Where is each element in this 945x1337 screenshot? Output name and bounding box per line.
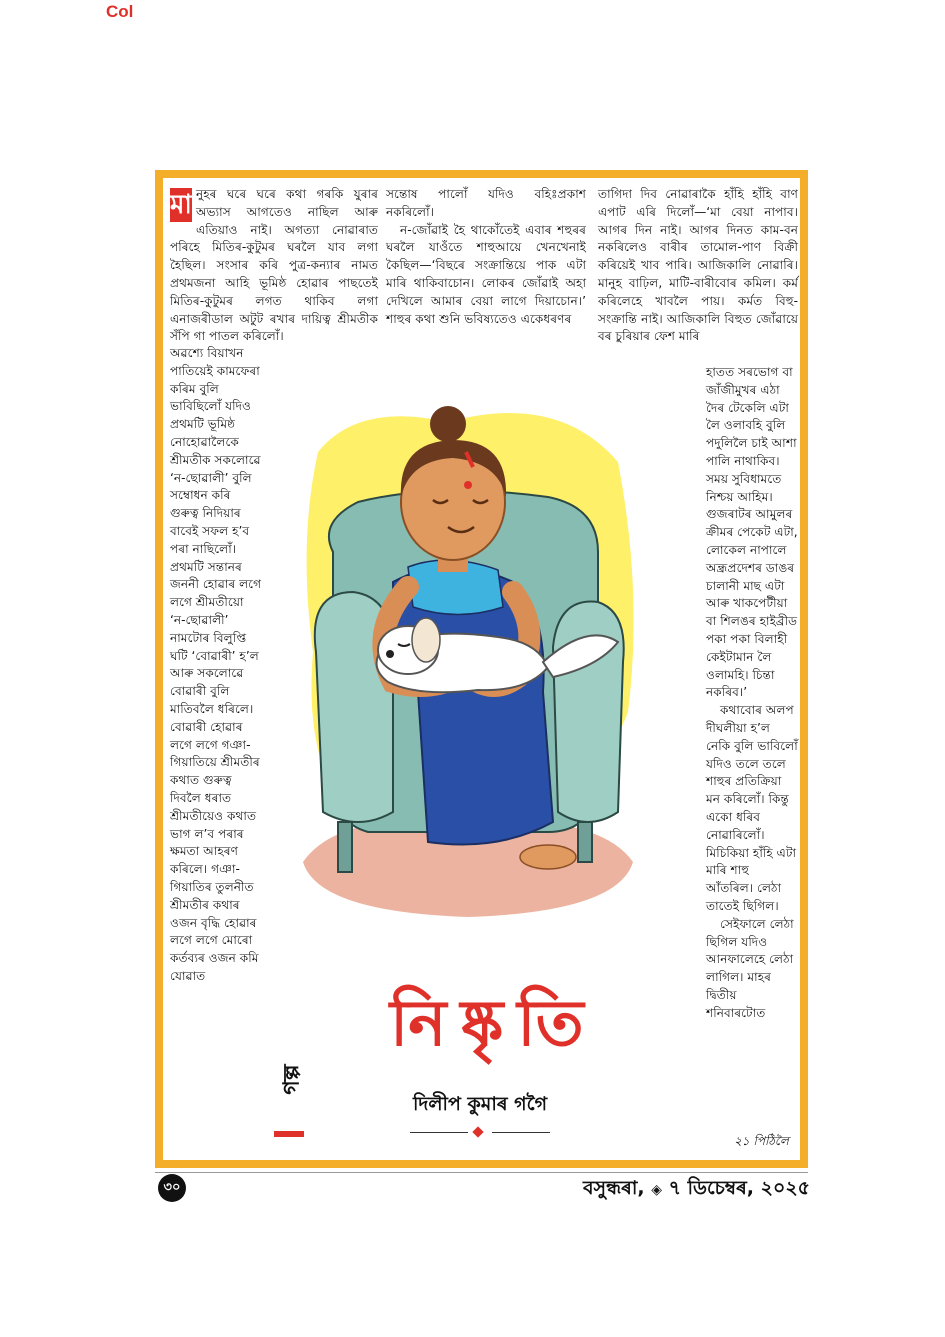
- drop-cap: মা: [170, 190, 192, 220]
- author-divider: [410, 1128, 550, 1138]
- section-label: [266, 1035, 312, 1145]
- col1-second-paragraph: অৱশ্যে বিয়াখন পাতিয়েই কামফেৰা কৰিম বুলি ভাবিছিলোঁ যদিও প্ৰথমটি ভূমিষ্ঠ নোহোৱালৈকে শ্ৰীমতীক সকলোৱে ‘ন-ছোৱালী’ বুলি সম্বোধন কৰি গুৰুত্ব নিদিয়াৰ বাবেই সফল হ’ব পৰা নাছিলোঁ। প্ৰথমটি সন্তানৰ জননী হোৱাৰ লগে লগে শ্ৰীমতীয়ো ‘ন-ছোৱালী’ নামটোৰ বিলুপ্তি ঘটি ‘বোৱাৰী’ হ’ল আৰু সকলোৱে বোৱাৰী বুলি মাতিবলৈ ধৰিলে। বোৱাৰী হোৱাৰ লগে লগে গঞা-গিয়াতিয়ে শ্ৰীমতীৰ কথাত গুৰুত্ব দিবলৈ ধৰাত শ্ৰীমতীয়েও কথাত ভাগ ল’ব পৰাৰ ক্ষমতা আহৰণ কৰিলে। গঞা-গিয়াতিৰ তুলনীত শ্ৰীমতীৰ কথাৰ ওজন বৃদ্ধি হোৱাৰ লগে লগে মোৰো কৰ্তব্যৰ ওজন কমি যোৱাত: [170, 346, 262, 983]
- issue-date: ৭ ডিচেম্বৰ, ২০২৫: [668, 1177, 810, 1199]
- col2-paragraph-b: ন-জোঁৱাই হৈ থাকোঁতেই এবাৰ শহুৰৰ ঘৰলৈ যাওঁতে শাহুআয়ে খেনখেনাই কৈছিল—‘বিছৰে সংক্ৰান্তিয়ে পাক এটা মাৰি থাকিবাচোন। লোকৰ জোঁৱাই অহা দেখিলে আমাৰ বেয়া লাগে দিয়াচোন।’ শাহুৰ কথা শুনি ভবিষ্যতেও একেধৰণৰ: [386, 222, 586, 326]
- article-col1-top: [170, 186, 378, 346]
- continued-note: ২১ পিঠিলৈ: [734, 1134, 789, 1148]
- footer-masthead: [583, 1174, 810, 1206]
- article-col1-bottom: [170, 345, 262, 986]
- footer-rule: [155, 1172, 808, 1173]
- story-title: নিষ্কৃতি: [390, 987, 598, 1061]
- article-col2: [386, 186, 586, 328]
- author-name: দিলীপ কুমাৰ গগৈ: [412, 1093, 548, 1115]
- story-illustration: [298, 392, 638, 920]
- magazine-name: বসুন্ধৰা,: [582, 1177, 645, 1199]
- article-col3-bottom: [706, 364, 798, 1022]
- section-label-bar: [274, 1131, 304, 1137]
- article-col3-top: [598, 186, 798, 346]
- col3-bottom-paragraph-b: কথাবোৰ অলপ দীঘলীয়া হ’ল নেকি বুলি ভাবিলোঁ যদিও তলে তলে শাহুৰ প্ৰতিক্ৰিয়া মন কৰিলোঁ। কিন্তু একো ধৰিব নোৱাৰিলোঁ। মিচিকিয়া হাঁহি এটা মাৰি শাহু আঁতৰিল। লেঠা তাতেই ছিগিল।: [706, 703, 798, 913]
- col2-paragraph-a: সন্তোষ পালোঁ যদিও বহিঃপ্ৰকাশ নকৰিলোঁ।: [386, 187, 586, 219]
- col3-bottom-paragraph-a: হাতত সৰভোগ বা জাঁজীমুখৰ এঠা দৈৰ টেকেলি এটা লৈ ওলাবহি বুলি পদুলিলৈ চাই আশা পালি নাথাকিব। সময় সুবিধামতে নিশ্চয় আহিম। গুজৰাটৰ আমুলৰ ক্ৰীমৰ পেকেট এটা, লোকেল নাপালে অন্ধ্ৰপ্ৰদেশৰ ডাঙৰ চালানী মাছ এটা আৰু খাকপেটীয়া বা শিলঙৰ হাইব্ৰীড পকা পকা বিলাহী কেইটামান লৈ ওলামহি। চিন্তা নকৰিব।’: [706, 365, 798, 700]
- col3-bottom-paragraph-c: সেইফালে লেঠা ছিগিল যদিও আনফালেহে লেঠা লাগিল। মাহৰ দ্বিতীয় শনিবাৰটোত: [706, 916, 794, 1020]
- col1-first-paragraph: নুহৰ ঘৰে ঘৰে কথা গৰকি যুৰাৰ অভ্যাস আগতেও নাছিল আৰু এতিয়াও নাই। অগত্যা নোৱাৰাত পৰিহে মিতিৰ-কুটুমৰ ঘৰলৈ যাব লগা হৈছিল। সংসাৰ কৰি পুত্ৰ-কন্যাৰ নামত প্ৰথমজনা আহি ভূমিষ্ঠ হোৱাৰ পাছতেই মিতিৰ-কুটুমৰ লগত থাকিব লগা এনাজৰীডাল অটুট ৰখাৰ দায়িত্ব শ্ৰীমতীক সঁপি গা পাতল কৰিলোঁ।: [170, 187, 378, 344]
- col3-top-paragraph: তাগিদা দিব নোৱাৰাকৈ হাঁহি হাঁহি বাণ এপাট এৰি দিলোঁ—‘মা বেয়া নাপাব। আগৰ দিন নাই। আগৰ দিনত কাম-বন নকৰিলেও বাৰীৰ তামোল-পাণ বিক্ৰী কৰিয়েই খাব পাৰি। আজিকালি নোৱাৰি। মানুহ বাঢ়িল, মাটি-বাৰীবোৰ কমিল। কৰ্ম কৰিলেহে খাবলৈ পায়। কৰ্মত বিহু-সংক্ৰান্তি নাই। আজিকালি বিহুত জোঁৱায়ে বৰ চুৰিয়াৰ ফেশ মাৰি: [598, 187, 798, 344]
- page-number: ৩০: [158, 1174, 186, 1202]
- diamond-separator-icon: ◈: [651, 1182, 662, 1198]
- section-label-text: গল্প: [279, 1064, 305, 1095]
- hair-bun: [430, 406, 466, 442]
- corner-tag: Col: [106, 2, 134, 21]
- diamond-ornament-icon: [472, 1126, 483, 1137]
